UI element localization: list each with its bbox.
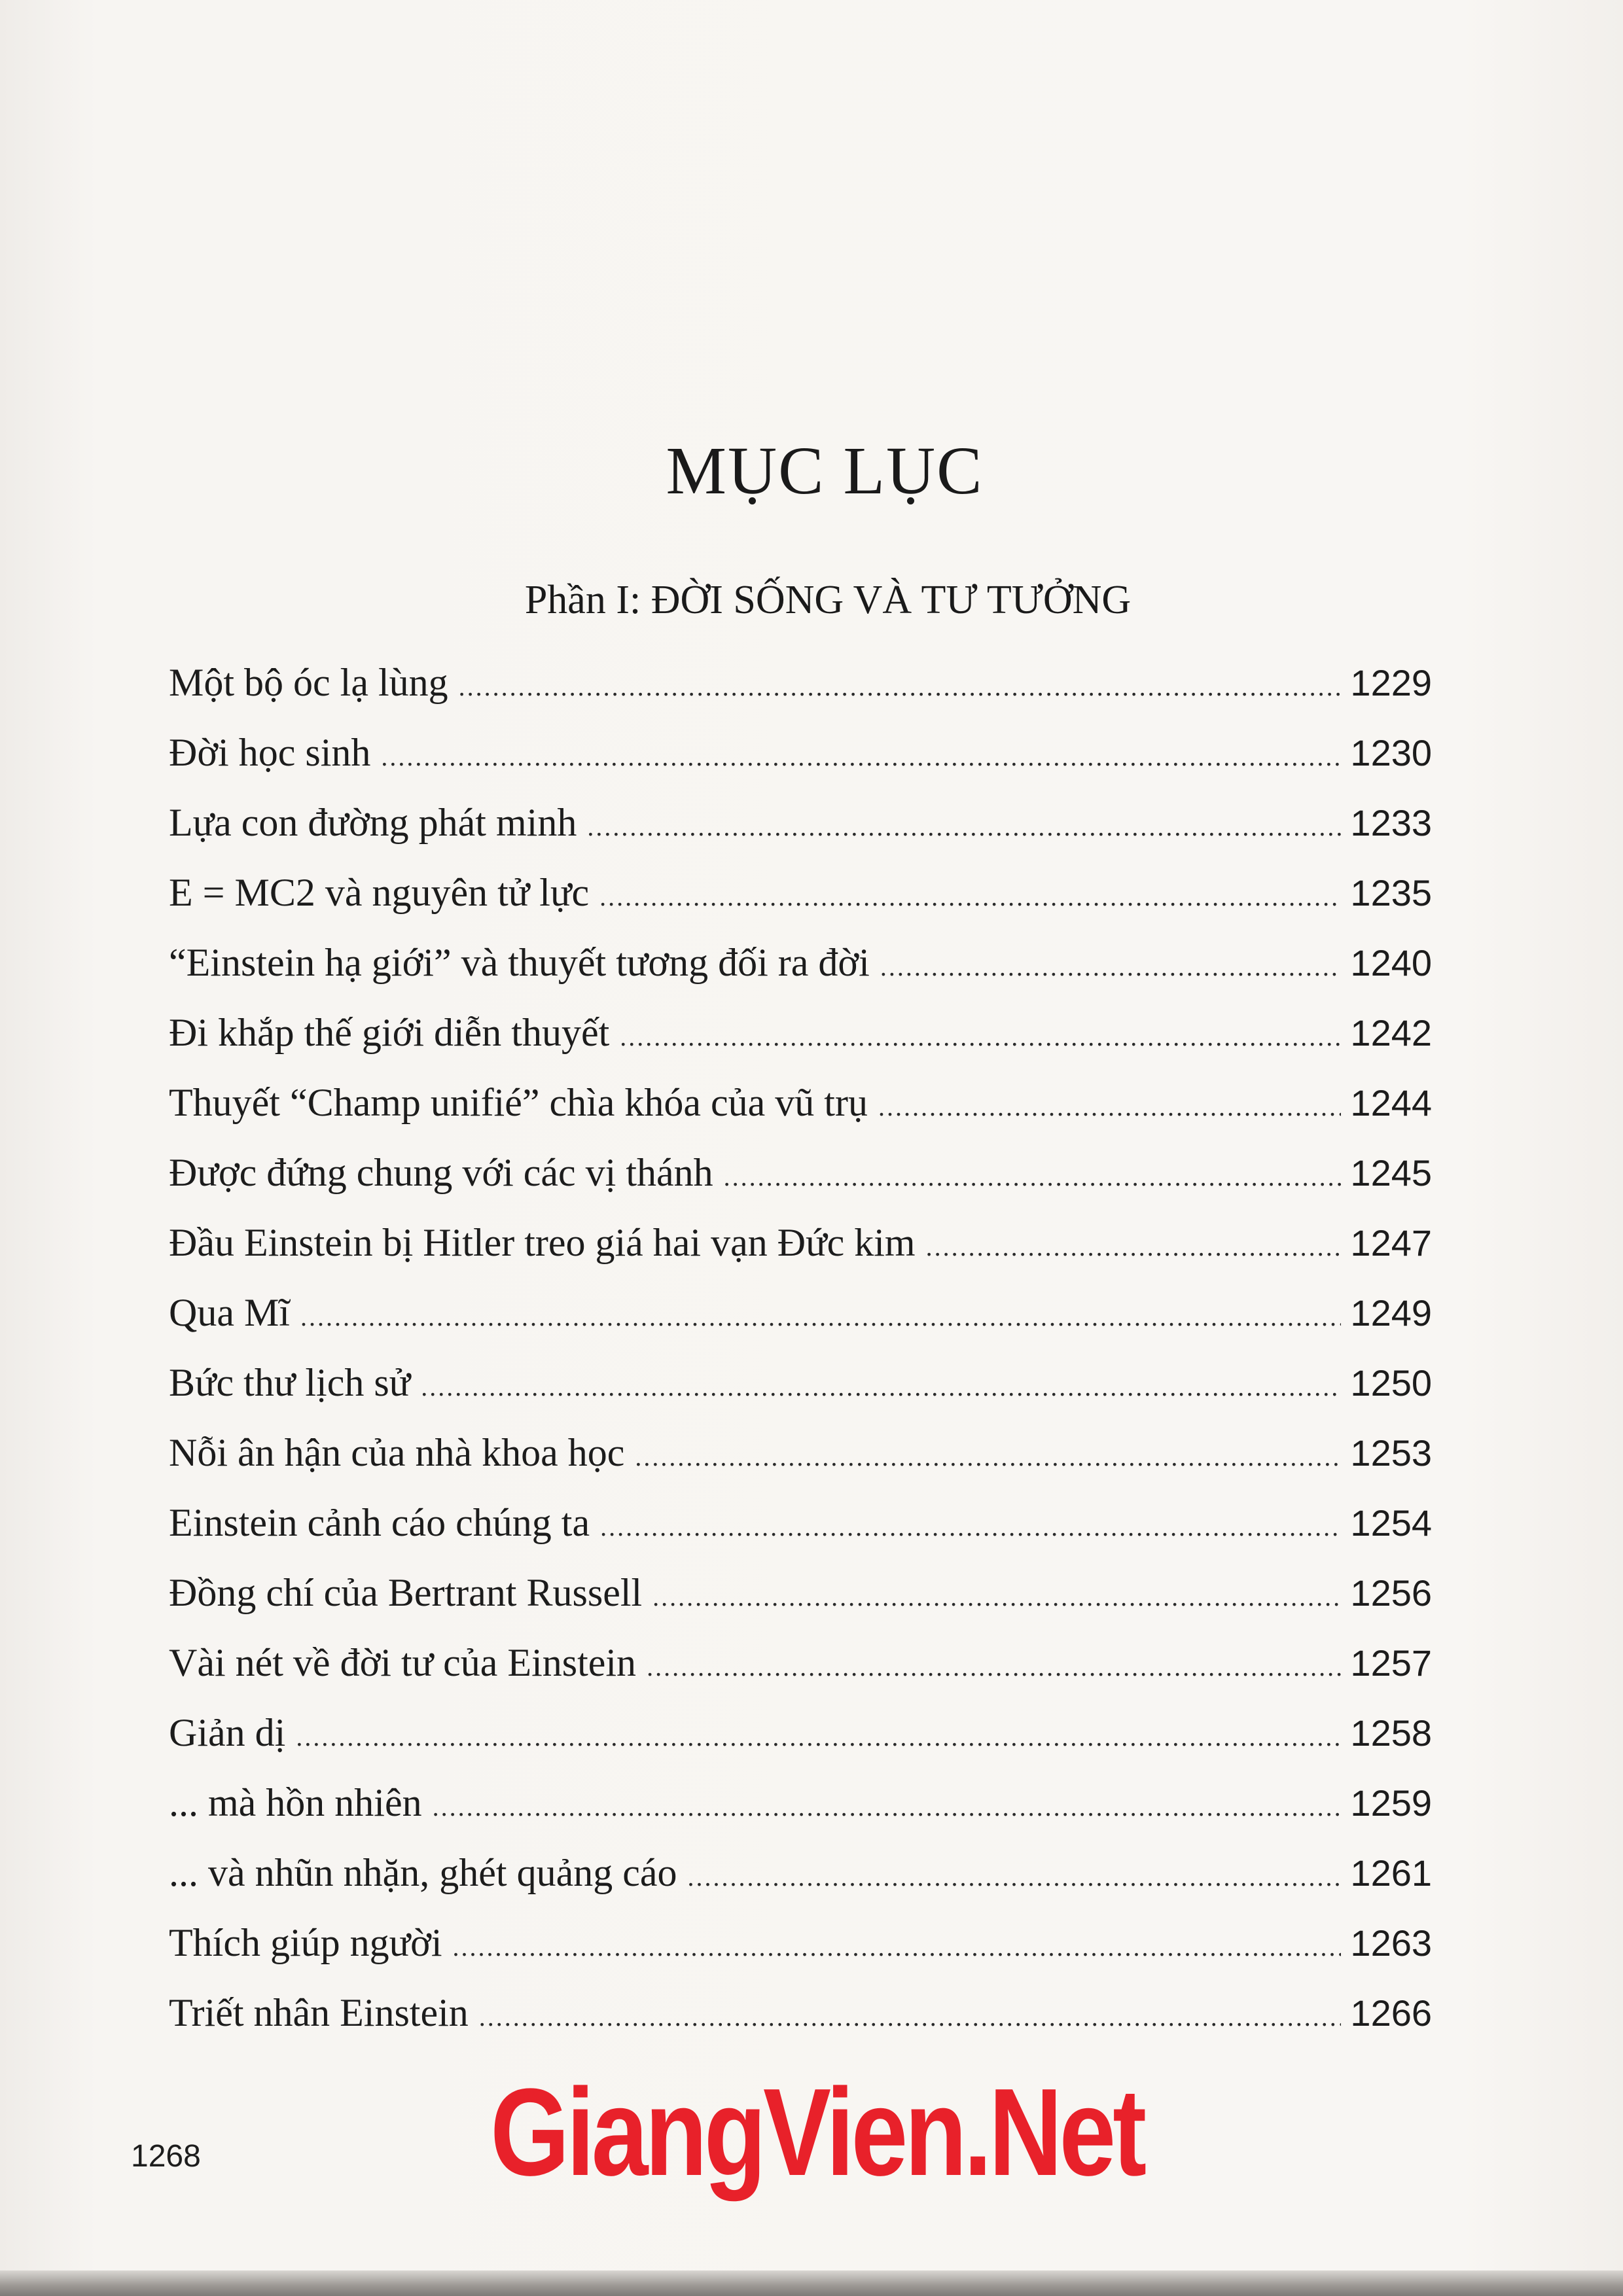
entry-title: Lựa con đường phát minh	[169, 801, 577, 844]
dot-leader	[433, 1772, 1342, 1842]
toc-entry[interactable]	[169, 1628, 1432, 1698]
entry-page-number: 1229	[1350, 662, 1432, 703]
entry-title: ... mà hồn nhiên	[169, 1781, 422, 1824]
dot-leader	[599, 862, 1341, 932]
entry-title: ... và nhũn nhặn, ghét quảng cáo	[169, 1851, 677, 1894]
toc-entry[interactable]	[169, 1418, 1432, 1488]
dot-leader	[600, 1492, 1341, 1562]
toc-entry[interactable]	[169, 1068, 1432, 1138]
entry-title: Giản dị	[169, 1711, 286, 1754]
entry-page-number: 1235	[1350, 872, 1432, 913]
dot-leader	[479, 1982, 1342, 2052]
dot-leader	[296, 1702, 1341, 1772]
entry-page-number: 1245	[1350, 1152, 1432, 1193]
entry-page-number: 1230	[1350, 732, 1432, 773]
entry-page-number: 1256	[1350, 1572, 1432, 1614]
entry-title: Đi khắp thế giới diễn thuyết	[169, 1011, 610, 1054]
entry-page-number: 1266	[1350, 1992, 1432, 2034]
entry-title: Qua Mĩ	[169, 1291, 290, 1334]
dot-leader	[453, 1912, 1342, 1982]
dot-leader	[635, 1422, 1341, 1492]
entry-page-number: 1261	[1350, 1852, 1432, 1894]
dot-leader	[647, 1632, 1341, 1702]
page-title: MỤC LỤC	[666, 433, 984, 508]
toc-entry[interactable]	[169, 788, 1432, 858]
entry-page-number: 1263	[1350, 1922, 1432, 1964]
dot-leader	[620, 1002, 1341, 1072]
entry-page-number: 1253	[1350, 1432, 1432, 1474]
toc-entry[interactable]	[169, 1278, 1432, 1348]
entry-title: Einstein cảnh cáo chúng ta	[169, 1501, 590, 1544]
entry-page-number: 1247	[1350, 1222, 1432, 1263]
entry-title: Đời học sinh	[169, 731, 371, 774]
entry-title: Đầu Einstein bị Hitler treo giá hai vạn Đức kim	[169, 1221, 916, 1264]
dot-leader	[687, 1842, 1341, 1912]
toc-entry[interactable]	[169, 1978, 1432, 2048]
entry-title: Vài nét về đời tư của Einstein	[169, 1641, 637, 1684]
scan-bottom-edge	[0, 2270, 1623, 2296]
entry-page-number: 1249	[1350, 1292, 1432, 1333]
dot-leader	[652, 1562, 1341, 1632]
entry-title: Thích giúp người	[169, 1921, 442, 1964]
toc-entry[interactable]	[169, 1208, 1432, 1278]
toc-entry[interactable]	[169, 1838, 1432, 1908]
entry-title: E = MC2 và nguyên tử lực	[169, 871, 590, 914]
entry-title: Một bộ óc lạ lùng	[169, 661, 448, 704]
entry-page-number: 1257	[1350, 1642, 1432, 1684]
toc-entry[interactable]	[169, 1488, 1432, 1558]
toc-entry[interactable]	[169, 648, 1432, 718]
dot-leader	[880, 932, 1342, 1002]
toc-entry[interactable]	[169, 1348, 1432, 1418]
entry-title: “Einstein hạ giới” và thuyết tương đối ra đời	[169, 941, 870, 984]
footer-page-number: 1268	[131, 2139, 201, 2174]
toc-entry[interactable]	[169, 928, 1432, 998]
entry-title: Thuyết “Champ unifié” chìa khóa của vũ trụ	[169, 1081, 868, 1124]
entry-page-number: 1242	[1350, 1012, 1432, 1053]
entry-page-number: 1250	[1350, 1362, 1432, 1404]
entry-title: Đồng chí của Bertrant Russell	[169, 1571, 643, 1614]
toc-entry[interactable]	[169, 1698, 1432, 1768]
dot-leader	[878, 1072, 1341, 1142]
entry-page-number: 1233	[1350, 802, 1432, 843]
dot-leader	[724, 1142, 1342, 1212]
toc-entry[interactable]	[169, 1768, 1432, 1838]
entry-title: Được đứng chung với các vị thánh	[169, 1151, 713, 1194]
toc-entry[interactable]	[169, 858, 1432, 928]
entry-page-number: 1240	[1350, 942, 1432, 983]
part-heading: Phần I: ĐỜI SỐNG VÀ TƯ TƯỞNG	[524, 578, 1132, 622]
toc-entry[interactable]	[169, 1558, 1432, 1628]
dot-leader	[926, 1212, 1342, 1282]
dot-leader	[300, 1282, 1341, 1352]
entry-page-number: 1259	[1350, 1782, 1432, 1824]
toc-entry[interactable]	[169, 998, 1432, 1068]
entry-page-number: 1244	[1350, 1082, 1432, 1123]
toc-entry[interactable]	[169, 718, 1432, 788]
dot-leader	[587, 792, 1341, 862]
entry-title: Triết nhân Einstein	[169, 1991, 469, 2034]
watermark-logo: GiangVien.Net	[490, 2063, 1144, 2202]
dot-leader	[459, 652, 1342, 722]
toc-entry[interactable]	[169, 1908, 1432, 1978]
entry-title: Bức thư lịch sử	[169, 1361, 411, 1404]
dot-leader	[381, 722, 1341, 792]
toc-list	[169, 648, 1432, 2048]
dot-leader	[421, 1352, 1341, 1422]
toc-entry[interactable]	[169, 1138, 1432, 1208]
entry-page-number: 1254	[1350, 1502, 1432, 1544]
entry-page-number: 1258	[1350, 1712, 1432, 1754]
entry-title: Nỗi ân hận của nhà khoa học	[169, 1431, 625, 1474]
